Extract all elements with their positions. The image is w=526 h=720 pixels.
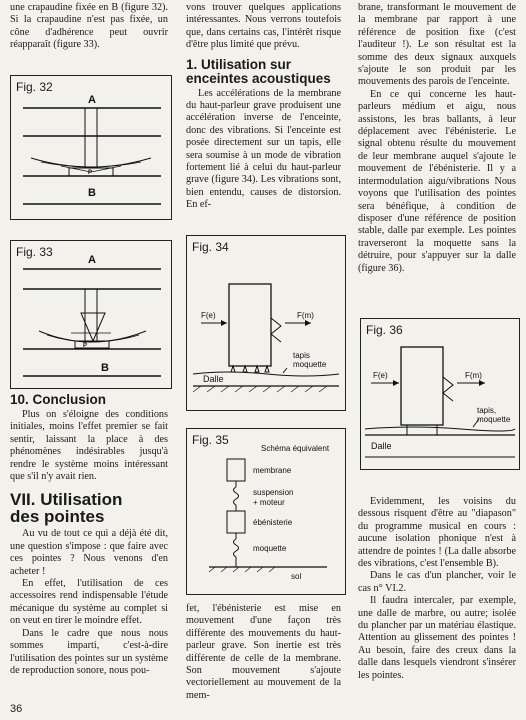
col3-intro-text: brane, transformant le mouvement de la membrane par rapport à une référence de position fixe (c'est l'auditeur !). Le son résultat est la somme des deux signaux auxquels s'ajoute le son produit par les mouvements des parois de l'enceinte. bbox=[358, 2, 516, 88]
column-3-lower bbox=[358, 496, 516, 682]
fig33-label-p: P bbox=[83, 343, 88, 349]
fig36-dalle-label: Dalle bbox=[371, 441, 392, 451]
section-7-paragraph-2: En effet, l'utilisation de ces accessoires rend indispensable l'étude mécanique du système au complet si on veut en tirer le moindre effet. bbox=[10, 578, 168, 627]
section-10-title: 10. Conclusion bbox=[10, 392, 107, 407]
col3-paragraph-2: En ce qui concerne les haut-parleurs médium et aigu, nous assistons, les bras ballants, à leur déplacement avec l'ébénisterie. Le signal obtenu résulte du mouvement de leur membrane auquel s'ajoute le mouvement de l'ébénisterie. Il y a intermodulation aigu/vibrations Nous voyons que l'utilisation des pointes sera bénéfique, à condition de disposer d'une référence de position stable, dalle par exemple. Les pointes traverseront la moquette sans la détruire, pour s'appuyer sur la dalle (figure 36). bbox=[358, 88, 516, 274]
figure-32 bbox=[10, 75, 172, 220]
figure-36 bbox=[360, 318, 520, 470]
fig36-moquette-label: moquette bbox=[477, 415, 511, 424]
fig34-dalle-label: Dalle bbox=[203, 374, 224, 384]
page-number: 36 bbox=[10, 703, 23, 715]
fig33-label-b: B bbox=[101, 362, 109, 374]
figure-32-drawing bbox=[11, 76, 171, 219]
fig32-label-b: B bbox=[88, 187, 96, 199]
figure-36-drawing bbox=[361, 319, 519, 469]
figure-34-label: Fig. 34 bbox=[192, 240, 229, 254]
figure-32-label: Fig. 32 bbox=[16, 80, 53, 94]
figure-33-label: Fig. 33 bbox=[16, 245, 53, 259]
fig35-sol-label: sol bbox=[291, 572, 302, 581]
section-7-paragraph-3: Dans le cadre que nous nous sommes imparti, c'est-à-dire l'utilisation des pointes sur un système de reproduction sonore, nous pou- bbox=[10, 627, 168, 676]
fig32-label-p: P bbox=[88, 170, 93, 176]
fig35-membrane-label: membrane bbox=[253, 466, 292, 475]
fig33-label-a: A bbox=[88, 254, 96, 266]
col2-end-text: fet, l'ébénisterie est mise en mouvement d'une façon très différente des mouvements du haut-parleur grave. Son inertie est très différente de celle de la membrane. Son mouvement s'ajoute vectoriellement au mouvement de la mem- bbox=[186, 603, 341, 701]
figure-33 bbox=[10, 240, 172, 389]
fig34-force-m: F(m) bbox=[297, 311, 314, 320]
figure-34-drawing bbox=[187, 236, 345, 410]
figure-35-label: Fig. 35 bbox=[192, 433, 229, 447]
section-1-text: Les accélérations de la membrane du haut-parleur grave produisent une accélération inverse de l'enceinte, donc des vibrations. Si l'enceinte est posée directement sur un tapis, elle sera soumise à un mode de vibration fortement lié à celui du haut-parleur grave (figure 34). Les vibrations sont, bien entendu, causes de distorsion. En ef- bbox=[186, 87, 341, 211]
col3-paragraph-4: Dans le cas d'un plancher, voir le cas n° VI.2. bbox=[358, 570, 516, 594]
fig35-ebenisterie-label: ébénisterie bbox=[253, 518, 293, 527]
fig32-label-a: A bbox=[88, 94, 96, 106]
figure-33-drawing bbox=[11, 241, 171, 388]
fig35-suspension-label: suspension bbox=[253, 488, 294, 497]
section-10-text: Plus on s'éloigne des conditions initiales, moins l'effet premier se fait sentir, laissant la place à des phénomènes indésirables jusqu'à rendre le système moins intéressant que s'il n'y avait rien. bbox=[10, 409, 168, 483]
fig36-force-e: F(e) bbox=[373, 371, 388, 380]
column-2 bbox=[186, 2, 341, 212]
figure-34 bbox=[186, 235, 346, 411]
section-1-title-line1: 1. Utilisation sur bbox=[186, 56, 292, 72]
section-7-title-line2: des pointes bbox=[10, 507, 105, 527]
section-1-title-line2: enceintes acoustiques bbox=[186, 70, 331, 86]
figure-36-label: Fig. 36 bbox=[366, 323, 403, 337]
figure-35 bbox=[186, 428, 346, 595]
fig35-moteur-label: + moteur bbox=[253, 498, 285, 507]
column-2-lower bbox=[186, 603, 341, 702]
fig36-force-m: F(m) bbox=[465, 371, 482, 380]
fig36-tapis-label: tapis, bbox=[477, 406, 497, 415]
col1-intro-text: une crapaudine fixée en B (figure 32). Si la crapaudine n'est pas fixée, un cône d'adhérence peut ouvrir réapparaît (figure 33). bbox=[10, 2, 168, 51]
column-3 bbox=[358, 2, 516, 275]
col3-paragraph-3: Evidemment, les voisins du dessous risquent d'être au "diapason" du programme musical en cours : aucune isolation phonique n'est à attendre de pointes ! (La dalle absorbe des vibrations, c'est l'ensemble B). bbox=[358, 496, 516, 570]
figure-35-drawing bbox=[187, 429, 345, 594]
fig35-moquette-label: moquette bbox=[253, 544, 287, 553]
fig35-title: Schéma équivalent bbox=[261, 444, 330, 453]
section-7-title-line1: VII. Utilisation bbox=[10, 490, 123, 510]
column-1-lower bbox=[10, 393, 168, 677]
fig34-force-e: F(e) bbox=[201, 311, 216, 320]
fig34-moquette-label: moquette bbox=[293, 360, 327, 369]
section-7-paragraph-1: Au vu de tout ce qui a déjà été dit, une question s'impose : que faire avec ces pointes ? Nous venons d'en acheter ! bbox=[10, 528, 168, 577]
fig34-tapis-label: tapis bbox=[293, 351, 310, 360]
col3-paragraph-5: Il faudra intercaler, par exemple, une dalle de marbre, ou autre; isolée du plancher par un matériau élastique. Attention au glissement des pointes ! Au besoin, faire des creux dans la dalle dans lesquels viendront s'insérer les pointes. bbox=[358, 595, 516, 681]
col2-intro-text: vons trouver quelques applications intéressantes. Nous verrons toutefois que, dans certains cas, l'intérêt risque d'être plus limité que prévu. bbox=[186, 2, 341, 51]
